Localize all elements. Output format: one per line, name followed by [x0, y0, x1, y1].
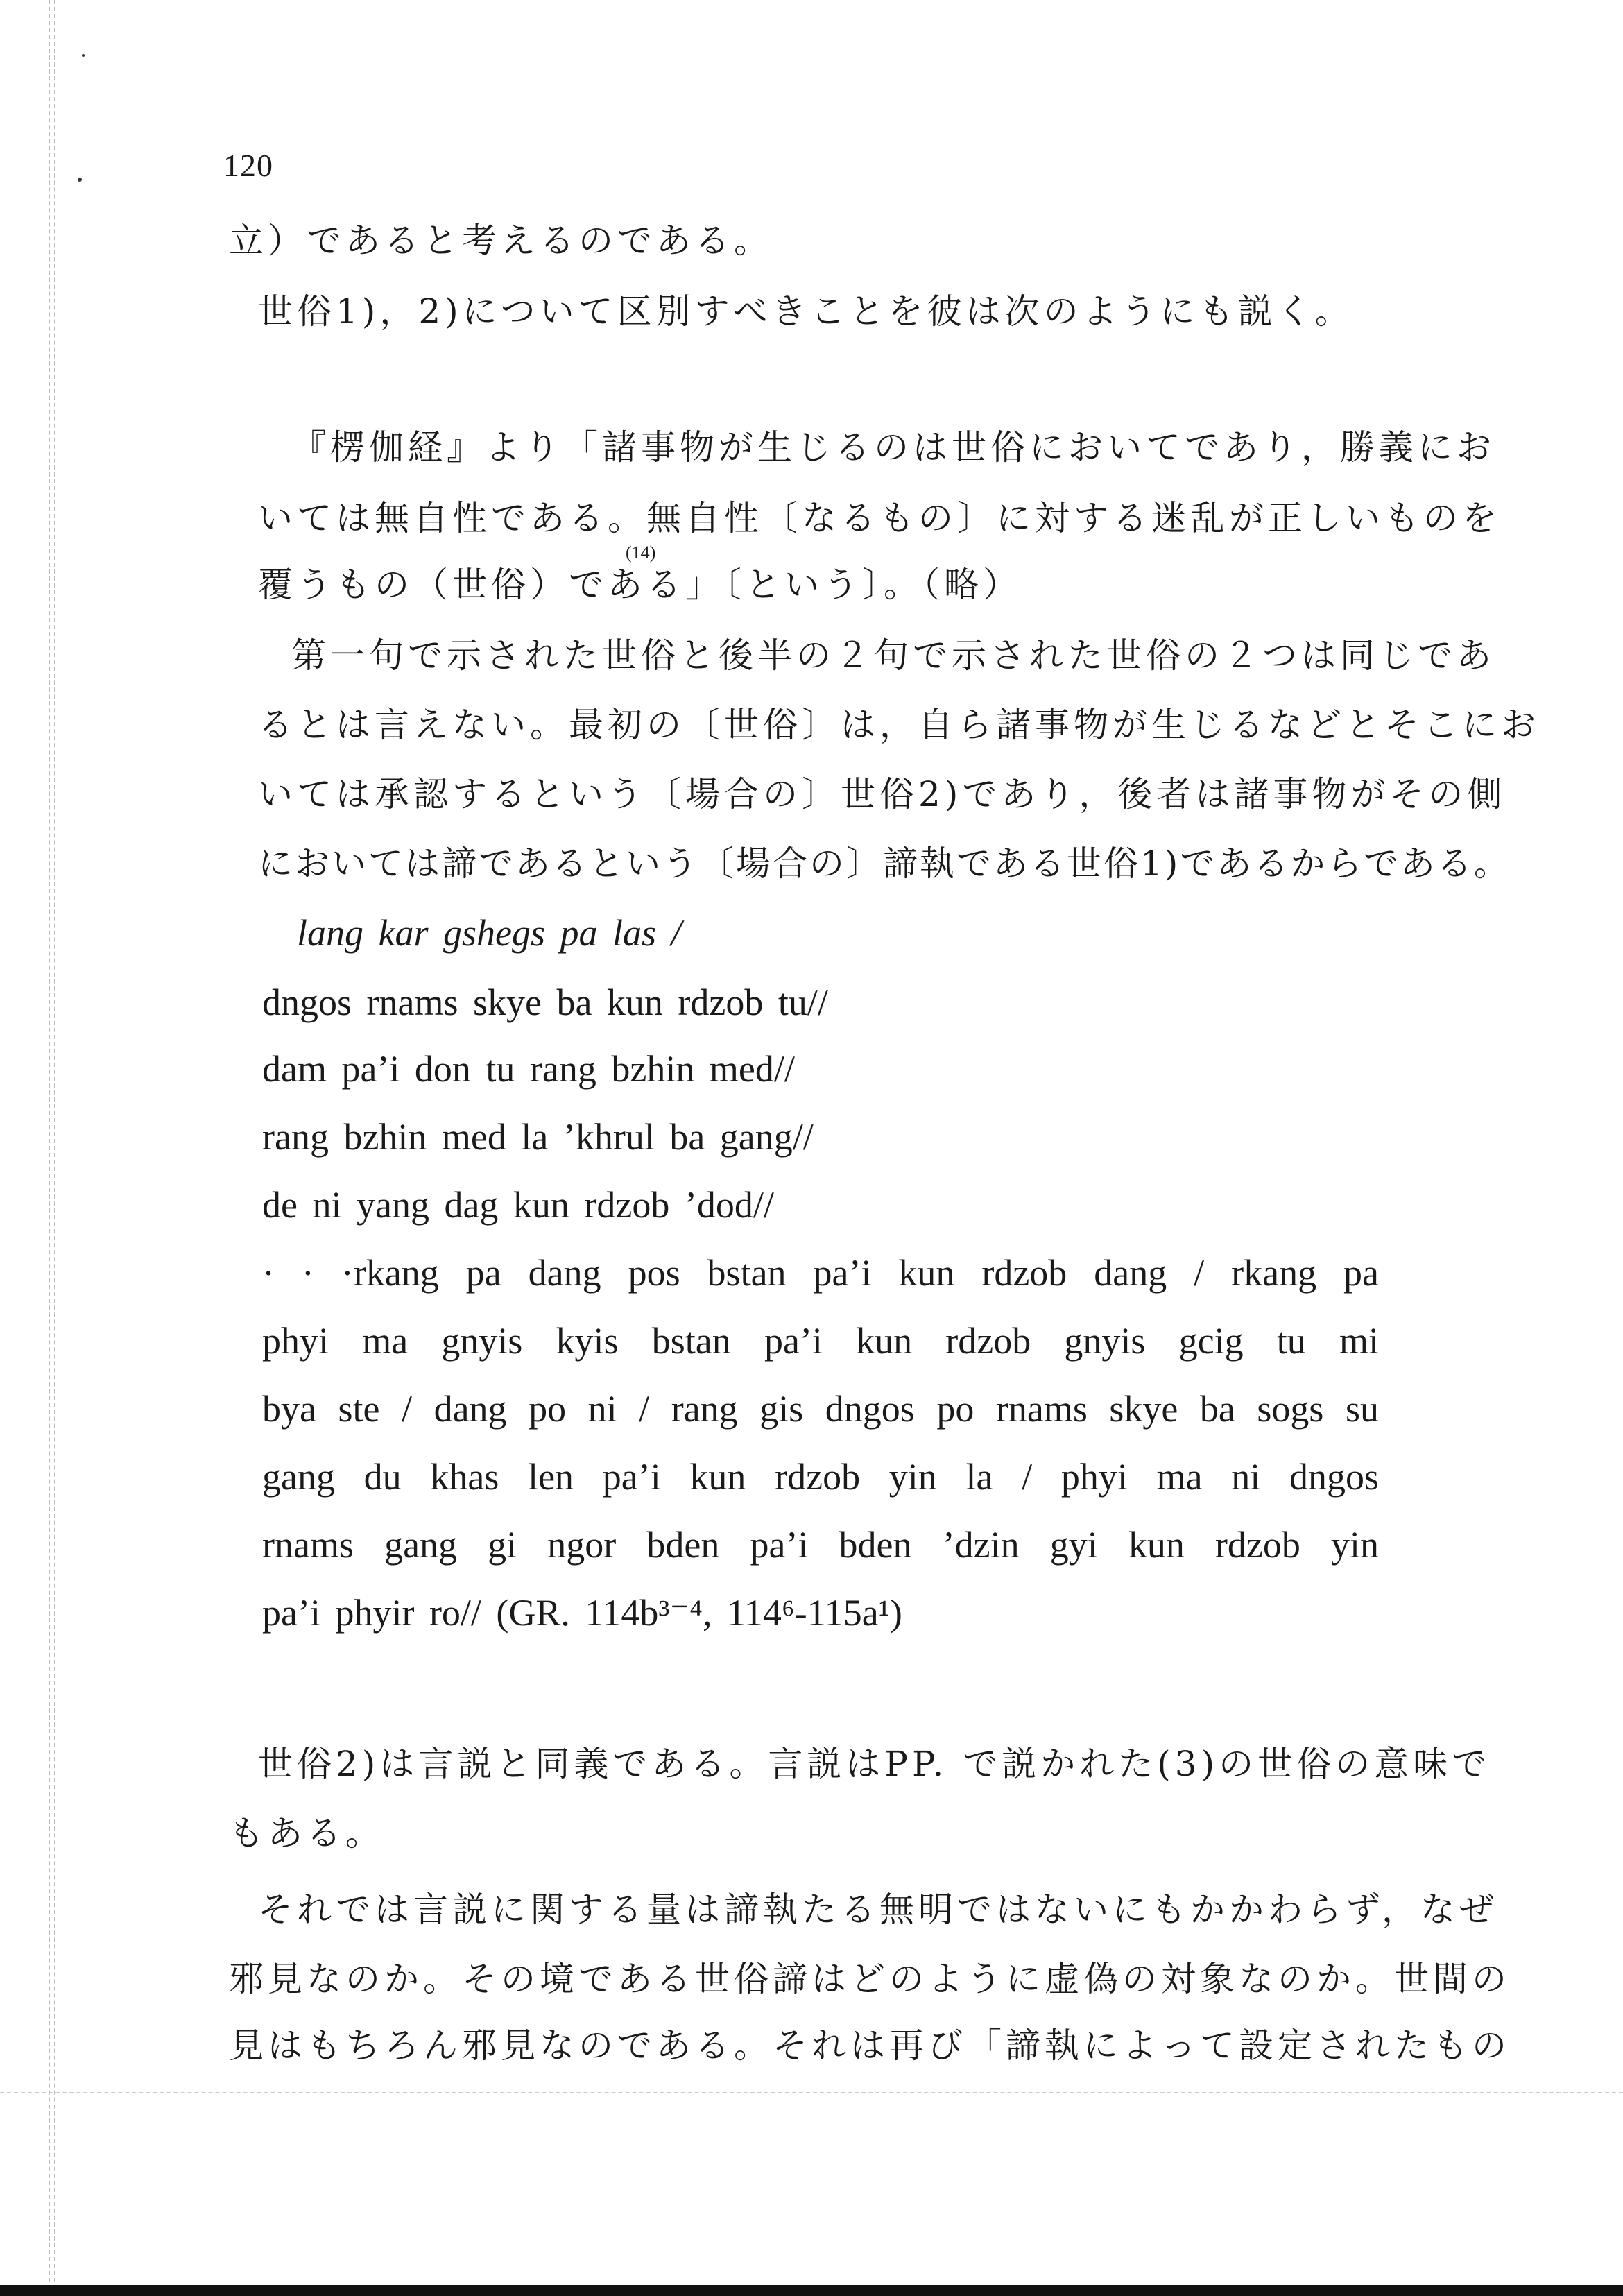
quote-line: 第一句で示された世俗と後半の２句で示された世俗の２つは同じであ — [291, 635, 1495, 676]
text-line: 世俗2)は言説と同義である。言説はPP. で説かれた(3)の世俗の意味で — [258, 1744, 1491, 1784]
page-number: 120 — [223, 148, 273, 183]
scan-bottom-edge — [0, 2285, 1623, 2296]
tibetan-verse-line: dam pa’i don tu rang bzhin med// — [262, 1048, 795, 1090]
quote-line: 覆うもの（世俗）である」〔という〕。（略） — [258, 565, 1022, 605]
tibetan-prose-line: · · ·rkang pa dang pos bstan pa’i kun rdzob dang / rkang pa — [262, 1252, 1379, 1294]
tibetan-prose-line: phyi ma gnyis kyis bstan pa’i kun rdzob gnyis gcig tu mi — [262, 1320, 1379, 1362]
tibetan-verse-line: rang bzhin med la ’khrul ba gang// — [262, 1116, 814, 1158]
quote-line: るとは言えない。最初の〔世俗〕は，自ら諸事物が生じるなどとそこにお — [258, 705, 1540, 745]
quote-line: いては承認するという〔場合の〕世俗2)であり，後者は諸事物がその側 — [258, 774, 1506, 814]
footnote-marker: (14) — [626, 542, 656, 563]
scan-edge-left-inner — [54, 0, 55, 2282]
quote-line: においては諦であるという〔場合の〕諦執である世俗1)であるからである。 — [258, 843, 1511, 884]
text-line: 世俗1)，2)について区別すべきことを彼は次のようにも説く。 — [258, 291, 1354, 332]
quote-line: 『楞伽経』より「諸事物が生じるのは世俗においてであり，勝義にお — [291, 427, 1495, 468]
text-line: 立）であると考えるのである。 — [229, 221, 773, 261]
tibetan-prose-line: bya ste / dang po ni / rang gis dngos po rnams skye ba sogs su — [262, 1388, 1379, 1430]
scan-speck — [82, 54, 85, 57]
tibetan-verse-line: de ni yang dag kun rdzob ’dod// — [262, 1184, 774, 1226]
scan-fold-line — [0, 2092, 1623, 2093]
scan-speck — [78, 178, 82, 182]
quote-line: いては無自性である。無自性〔なるもの〕に対する迷乱が正しいものを — [258, 498, 1501, 538]
tibetan-prose-line: gang du khas len pa’i kun rdzob yin la / phyi ma ni dngos — [262, 1456, 1379, 1498]
scan-edge-left — [49, 0, 50, 2282]
text-line: もある。 — [229, 1813, 384, 1853]
tibetan-prose-line: rnams gang gi ngor bden pa’i bden ’dzin gyi kun rdzob yin — [262, 1524, 1379, 1566]
tibetan-source-title: lang kar gshegs pa las / — [297, 912, 682, 954]
text-line: 邪見なのか。その境である世俗諦はどのように虚偽の対象なのか。世間の — [229, 1959, 1511, 1999]
text-line: 見はもちろん邪見なのである。それは再び「諦執によって設定されたもの — [229, 2025, 1511, 2066]
tibetan-verse-line: dngos rnams skye ba kun rdzob tu// — [262, 982, 828, 1023]
tibetan-citation-line: pa’i phyir ro// (GR. 114b³⁻⁴, 114⁶-115a¹) — [262, 1592, 902, 1634]
text-line: それでは言説に関する量は諦執たる無明ではないにもかかわらず，なぜ — [258, 1890, 1498, 1930]
